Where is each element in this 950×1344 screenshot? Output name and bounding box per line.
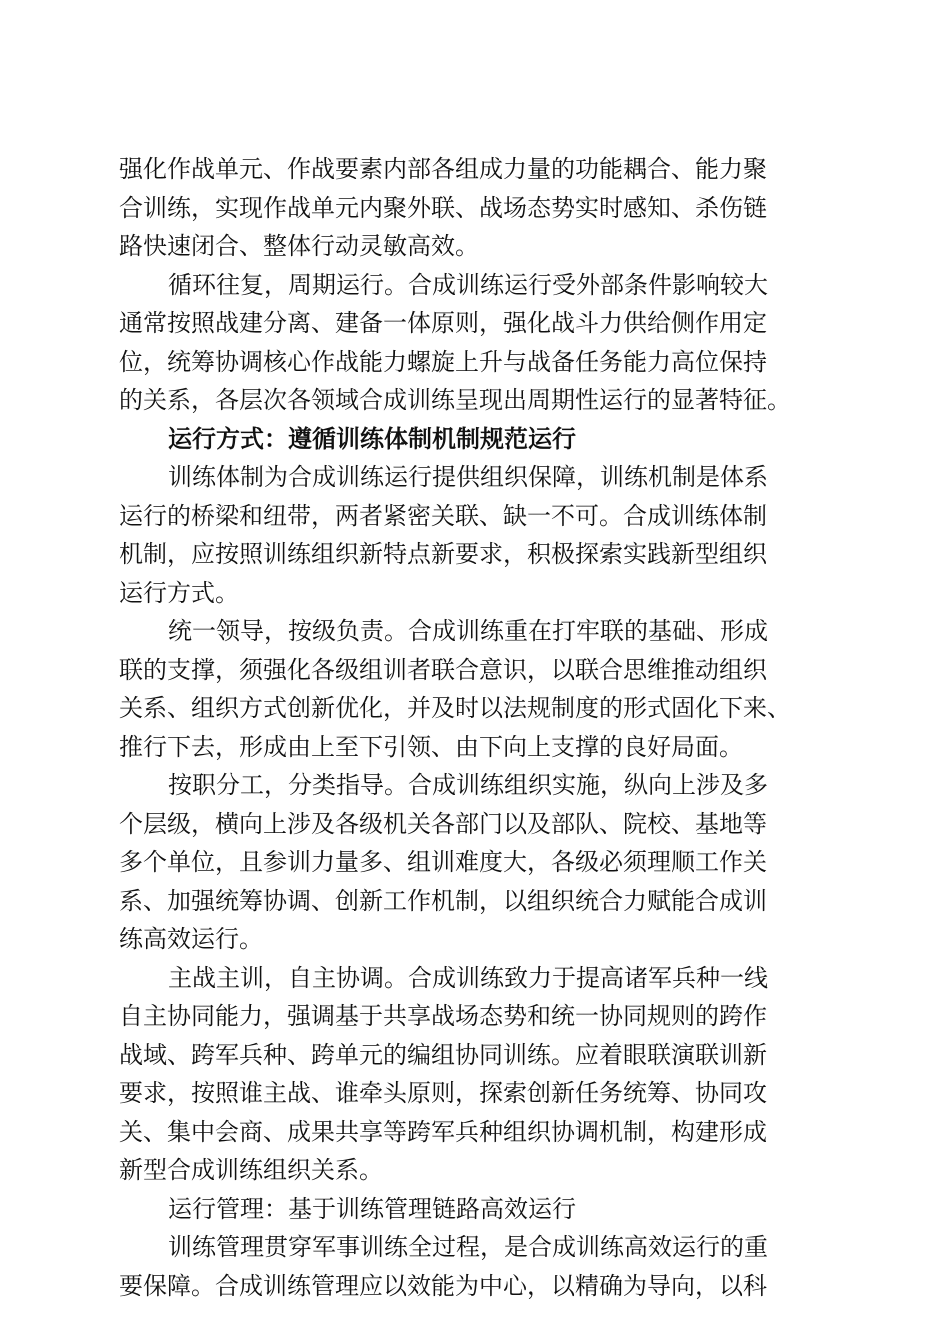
text-line: 要求，按照谁主战、谁牵头原则，探索创新任务统筹、协同攻 [119,1079,767,1107]
section-heading-1 [119,420,825,459]
text-line: 合训练，实现作战单元内聚外联、战场态势实时感知、杀伤链 [119,193,767,222]
text-line: 运行方式。 [119,578,239,607]
paragraph-5 [119,766,825,959]
paragraph-4 [119,612,825,766]
text-line: 位，统筹协调核心作战能力螺旋上升与战备任务能力高位保持 [119,347,767,376]
text-line: 训练管理贯穿军事训练全过程，是合成训练高效运行的重 [168,1233,768,1261]
text-line: 系、加强统筹协调、创新工作机制，以组织统合力赋能合成训 [119,886,767,915]
heading-text: 运行管理：基于训练管理链路高效运行 [168,1194,576,1223]
text-line: 训练体制为合成训练运行提供组织保障，训练机制是体系 [168,463,768,491]
section-heading-2 [119,1190,825,1229]
text-line: 战域、跨军兵种、跨单元的编组协同训练。应着眼联演联训新 [119,1040,767,1069]
text-line: 多个单位，且参训力量多、组训难度大，各级必须理顺工作关 [119,848,767,876]
text-line: 运行的桥梁和纽带，两者紧密关联、缺一不可。合成训练体制 [119,501,767,530]
text-line: 新型合成训练组织关系。 [119,1156,383,1184]
text-line: 要保障。合成训练管理应以效能为中心，以精确为导向，以科 [119,1271,767,1300]
paragraph-3 [119,458,825,612]
text-line: 统一领导，按级负责。合成训练重在打牢联的基础、形成 [168,617,768,645]
paragraph-1 [119,150,825,266]
text-line: 主战主训，自主协调。合成训练致力于提高诸军兵种一线 [168,963,768,992]
text-line: 个层级，横向上涉及各级机关各部门以及部队、院校、基地等 [119,809,767,838]
heading-text: 运行方式：遵循训练体制机制规范运行 [168,424,576,453]
text-line: 通常按照战建分离、建备一体原则，强化战斗力供给侧作用定 [119,309,767,337]
text-line: 的关系，各层次各领域合成训练呈现出周期性运行的显著特征。 [119,386,791,414]
text-line: 机制，应按照训练组织新特点新要求，积极探索实践新型组织 [119,540,767,568]
document-page [119,150,825,1305]
text-line: 循环往复，周期运行。合成训练运行受外部条件影响较大 [168,270,768,299]
text-line: 练高效运行。 [119,925,263,953]
text-line: 自主协同能力，强调基于共享战场态势和统一协同规则的跨作 [119,1002,767,1030]
text-line: 联的支撑，须强化各级组训者联合意识，以联合思维推动组织 [119,655,767,684]
paragraph-2 [119,266,825,420]
paragraph-7 [119,1228,825,1305]
text-line: 推行下去，形成由上至下引领、由下向上支撑的良好局面。 [119,732,743,761]
text-line: 路快速闭合、整体行动灵敏高效。 [119,232,479,260]
text-line: 按职分工，分类指导。合成训练组织实施，纵向上涉及多 [168,771,768,799]
text-line: 强化作战单元、作战要素内部各组成力量的功能耦合、能力聚 [119,155,767,183]
text-line: 关、集中会商、成果共享等跨军兵种组织协调机制，构建形成 [119,1117,767,1146]
paragraph-6 [119,959,825,1190]
text-line: 关系、组织方式创新优化，并及时以法规制度的形式固化下来、 [119,694,791,722]
